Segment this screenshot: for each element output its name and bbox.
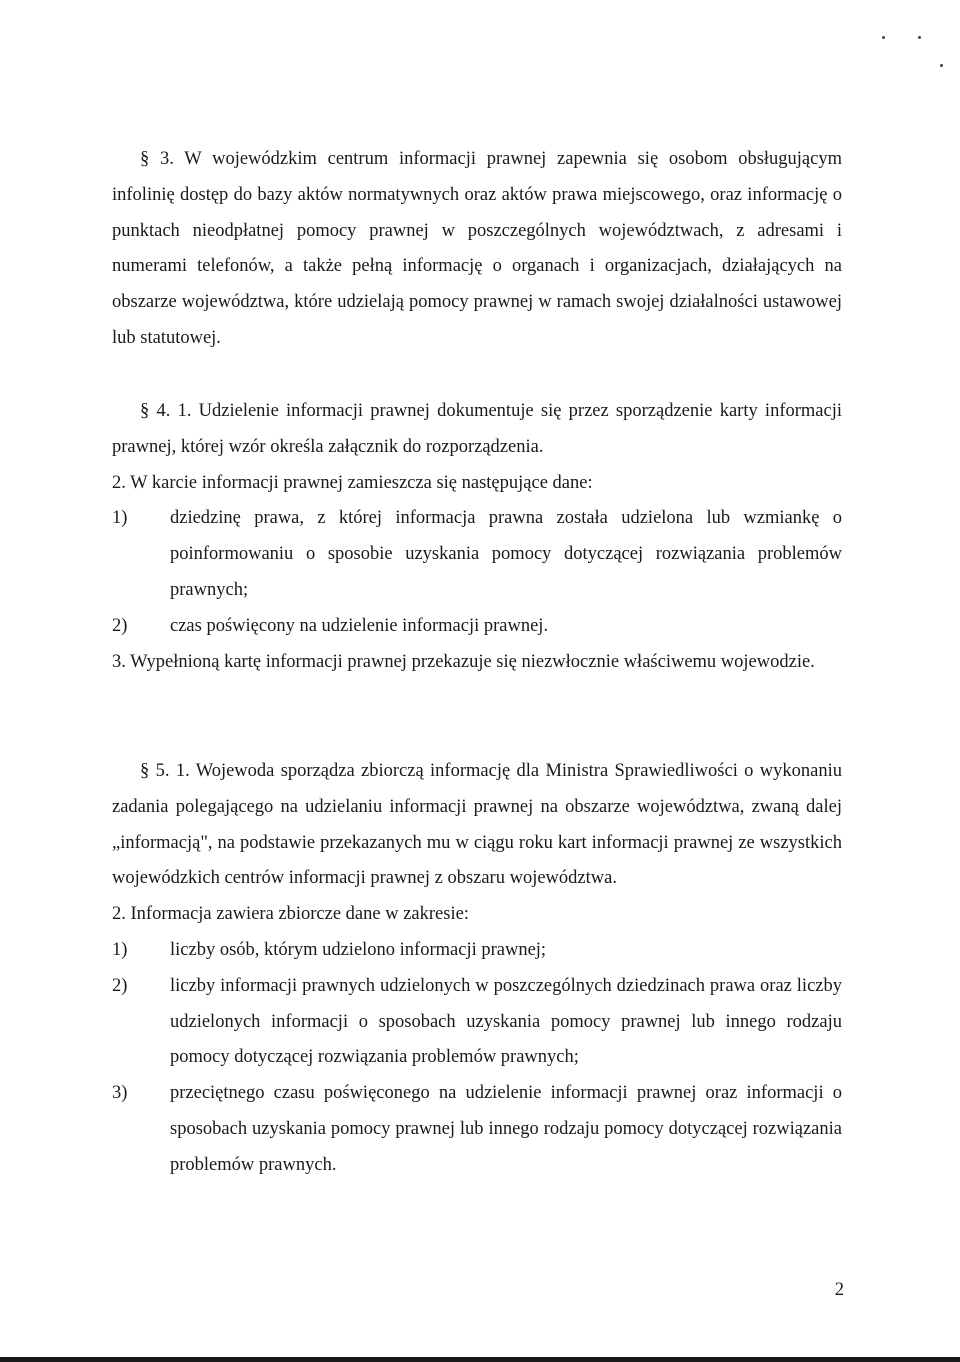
list-item-number: 2) xyxy=(112,615,128,636)
paragraph-5-1: § 5. 1. Wojewoda sporządza zbiorczą informację dla Ministra Sprawiedliwości o wykonaniu zadania polegającego na udzielaniu informacji prawnej na obszarze województwa, zwaną dalej „informacją", na podstawie przekazanych mu w ciągu roku kart informacji prawnej ze wszystkich wojewódzkich centrów informacji prawnej z obszaru województwa. xyxy=(112,761,842,889)
list-item-number: 3) xyxy=(112,1083,128,1104)
page-number: 2 xyxy=(834,1280,844,1300)
list-item xyxy=(112,609,842,645)
list-item xyxy=(112,933,842,969)
scan-speck xyxy=(882,36,885,39)
list-item-text: liczby informacji prawnych udzielonych w poszczególnych dziedzinach prawa oraz liczby udzielonych informacji o sposobach uzyskania pomocy prawnej lub innego rodzaju pomocy dotyczącej rozwiązania problemów prawnych; xyxy=(170,975,842,1068)
list-item-number: 1) xyxy=(112,508,128,529)
scan-speck xyxy=(940,64,943,67)
scan-bottom-edge xyxy=(0,1357,960,1362)
section-3 xyxy=(112,142,842,357)
list-item-text: czas poświęcony na udzielenie informacji prawnej. xyxy=(170,615,549,636)
paragraph-4-2: 2. W karcie informacji prawnej zamieszcza się następujące dane: xyxy=(112,472,593,493)
paragraph-3: § 3. W wojewódzkim centrum informacji prawnej zapewnia się osobom obsługującym infolinię dostęp do bazy aktów normatywnych oraz aktów prawa miejscowego, oraz informację o punktach nieodpłatnej pomocy prawnej w poszczególnych województwach, z adresami i numerami telefonów, a także pełną informację o organach i organizacjach, działających na obszarze województwa, które udzielają pomocy prawnej w ramach swojej działalności ustawowej lub statutowej. xyxy=(112,149,842,348)
list-item xyxy=(112,1076,842,1183)
paragraph-4-1: § 4. 1. Udzielenie informacji prawnej dokumentuje się przez sporządzenie karty informacji prawnej, której wzór określa załącznik do rozporządzenia. xyxy=(112,401,842,457)
section-4 xyxy=(112,394,842,680)
list-item xyxy=(112,969,842,1076)
paragraph-5-2: 2. Informacja zawiera zbiorcze dane w zakresie: xyxy=(112,904,469,925)
list-item xyxy=(112,501,842,608)
list-item-number: 1) xyxy=(112,939,128,960)
scan-speck xyxy=(918,36,921,39)
section-5 xyxy=(112,754,842,1184)
paragraph-4-3: 3. Wypełnioną kartę informacji prawnej przekazuje się niezwłocznie właściwemu wojewodzie. xyxy=(112,651,815,672)
list-item-text: dziedzinę prawa, z której informacja prawna została udzielona lub wzmiankę o poinformowaniu o sposobie uzyskania pomocy dotyczącej rozwiązania problemów prawnych; xyxy=(170,508,842,600)
list-item-text: przeciętnego czasu poświęconego na udzielenie informacji prawnej oraz informacji o sposobach uzyskania pomocy prawnej lub innego rodzaju pomocy dotyczącej rozwiązania problemów prawnych. xyxy=(170,1083,842,1175)
list-item-text: liczby osób, którym udzielono informacji prawnej; xyxy=(170,939,547,960)
list-item-number: 2) xyxy=(112,975,128,996)
